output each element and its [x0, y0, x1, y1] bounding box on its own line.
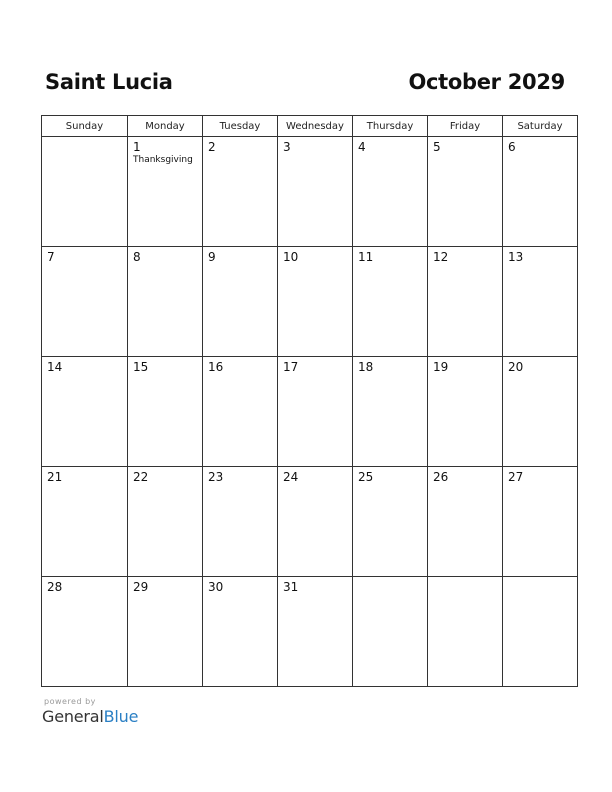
- day-number: 23: [208, 470, 224, 484]
- day-cell: [203, 577, 278, 687]
- generalblue-logo[interactable]: [42, 707, 138, 726]
- day-number: 31: [283, 580, 299, 594]
- day-cell: [42, 467, 128, 577]
- day-number: 11: [358, 250, 374, 264]
- day-cell: [503, 137, 578, 247]
- day-number: 22: [133, 470, 149, 484]
- day-cell: [503, 247, 578, 357]
- day-number: 13: [508, 250, 524, 264]
- week-row: [42, 137, 578, 247]
- day-cell: [278, 137, 353, 247]
- day-number: 30: [208, 580, 224, 594]
- day-cell: [128, 137, 203, 247]
- brand-general-text: General: [42, 707, 104, 726]
- day-cell: [278, 467, 353, 577]
- day-number: 8: [133, 250, 141, 264]
- weekday-tuesday: Tuesday: [203, 116, 278, 137]
- day-number: 12: [433, 250, 449, 264]
- month-year-title: October 2029: [408, 70, 565, 94]
- day-cell: [42, 247, 128, 357]
- week-row: [42, 357, 578, 467]
- brand-blue-text: Blue: [103, 707, 139, 726]
- day-cell: [428, 467, 503, 577]
- day-cell: [428, 247, 503, 357]
- day-number: 18: [358, 360, 374, 374]
- day-number: 1: [133, 140, 141, 154]
- day-number: 14: [47, 360, 63, 374]
- day-number: 24: [283, 470, 299, 484]
- day-cell: [42, 577, 128, 687]
- weekday-saturday: Saturday: [503, 116, 578, 137]
- week-row: [42, 247, 578, 357]
- day-number: 17: [283, 360, 299, 374]
- day-cell: [503, 577, 578, 687]
- day-number: 4: [358, 140, 366, 154]
- day-number: 20: [508, 360, 524, 374]
- day-cell: [428, 137, 503, 247]
- day-cell: [128, 247, 203, 357]
- weekday-friday: Friday: [428, 116, 503, 137]
- calendar-grid: [41, 115, 578, 687]
- day-cell: [353, 137, 428, 247]
- day-cell: [428, 577, 503, 687]
- day-number: 3: [283, 140, 291, 154]
- day-number: 19: [433, 360, 449, 374]
- day-number: [353, 577, 427, 581]
- day-number: 25: [358, 470, 374, 484]
- day-cell: [353, 467, 428, 577]
- day-cell: [353, 577, 428, 687]
- day-number: 7: [47, 250, 55, 264]
- day-cell: [278, 357, 353, 467]
- day-number: 29: [133, 580, 149, 594]
- day-cell: [428, 357, 503, 467]
- day-cell: [42, 357, 128, 467]
- day-number: 26: [433, 470, 449, 484]
- weekday-wednesday: Wednesday: [278, 116, 353, 137]
- day-cell: [128, 357, 203, 467]
- weekday-header-row: [42, 116, 578, 137]
- day-number: 2: [208, 140, 216, 154]
- weekday-thursday: Thursday: [353, 116, 428, 137]
- day-cell: [203, 467, 278, 577]
- day-number: 28: [47, 580, 63, 594]
- week-row: [42, 577, 578, 687]
- day-cell: [203, 137, 278, 247]
- weekday-monday: Monday: [128, 116, 203, 137]
- day-number: 16: [208, 360, 224, 374]
- powered-by-text: powered by: [44, 697, 96, 706]
- day-cell: [278, 247, 353, 357]
- weekday-sunday: Sunday: [42, 116, 128, 137]
- day-number: 6: [508, 140, 516, 154]
- country-title: Saint Lucia: [45, 70, 173, 94]
- day-number: [42, 137, 127, 141]
- day-cell: [42, 137, 128, 247]
- day-cell: [353, 247, 428, 357]
- day-number: 10: [283, 250, 299, 264]
- day-number: 9: [208, 250, 216, 264]
- week-row: [42, 467, 578, 577]
- holiday-label: Thanksgiving: [133, 155, 193, 165]
- day-cell: [128, 577, 203, 687]
- day-cell: [128, 467, 203, 577]
- generalblue-footer: [42, 697, 138, 726]
- day-cell: [278, 577, 353, 687]
- day-number: [503, 577, 577, 581]
- day-number: 21: [47, 470, 63, 484]
- day-number: 27: [508, 470, 524, 484]
- day-number: 15: [133, 360, 149, 374]
- day-cell: [503, 467, 578, 577]
- day-number: 5: [433, 140, 441, 154]
- day-cell: [203, 247, 278, 357]
- day-cell: [353, 357, 428, 467]
- day-cell: [503, 357, 578, 467]
- day-cell: [203, 357, 278, 467]
- day-number: [428, 577, 502, 581]
